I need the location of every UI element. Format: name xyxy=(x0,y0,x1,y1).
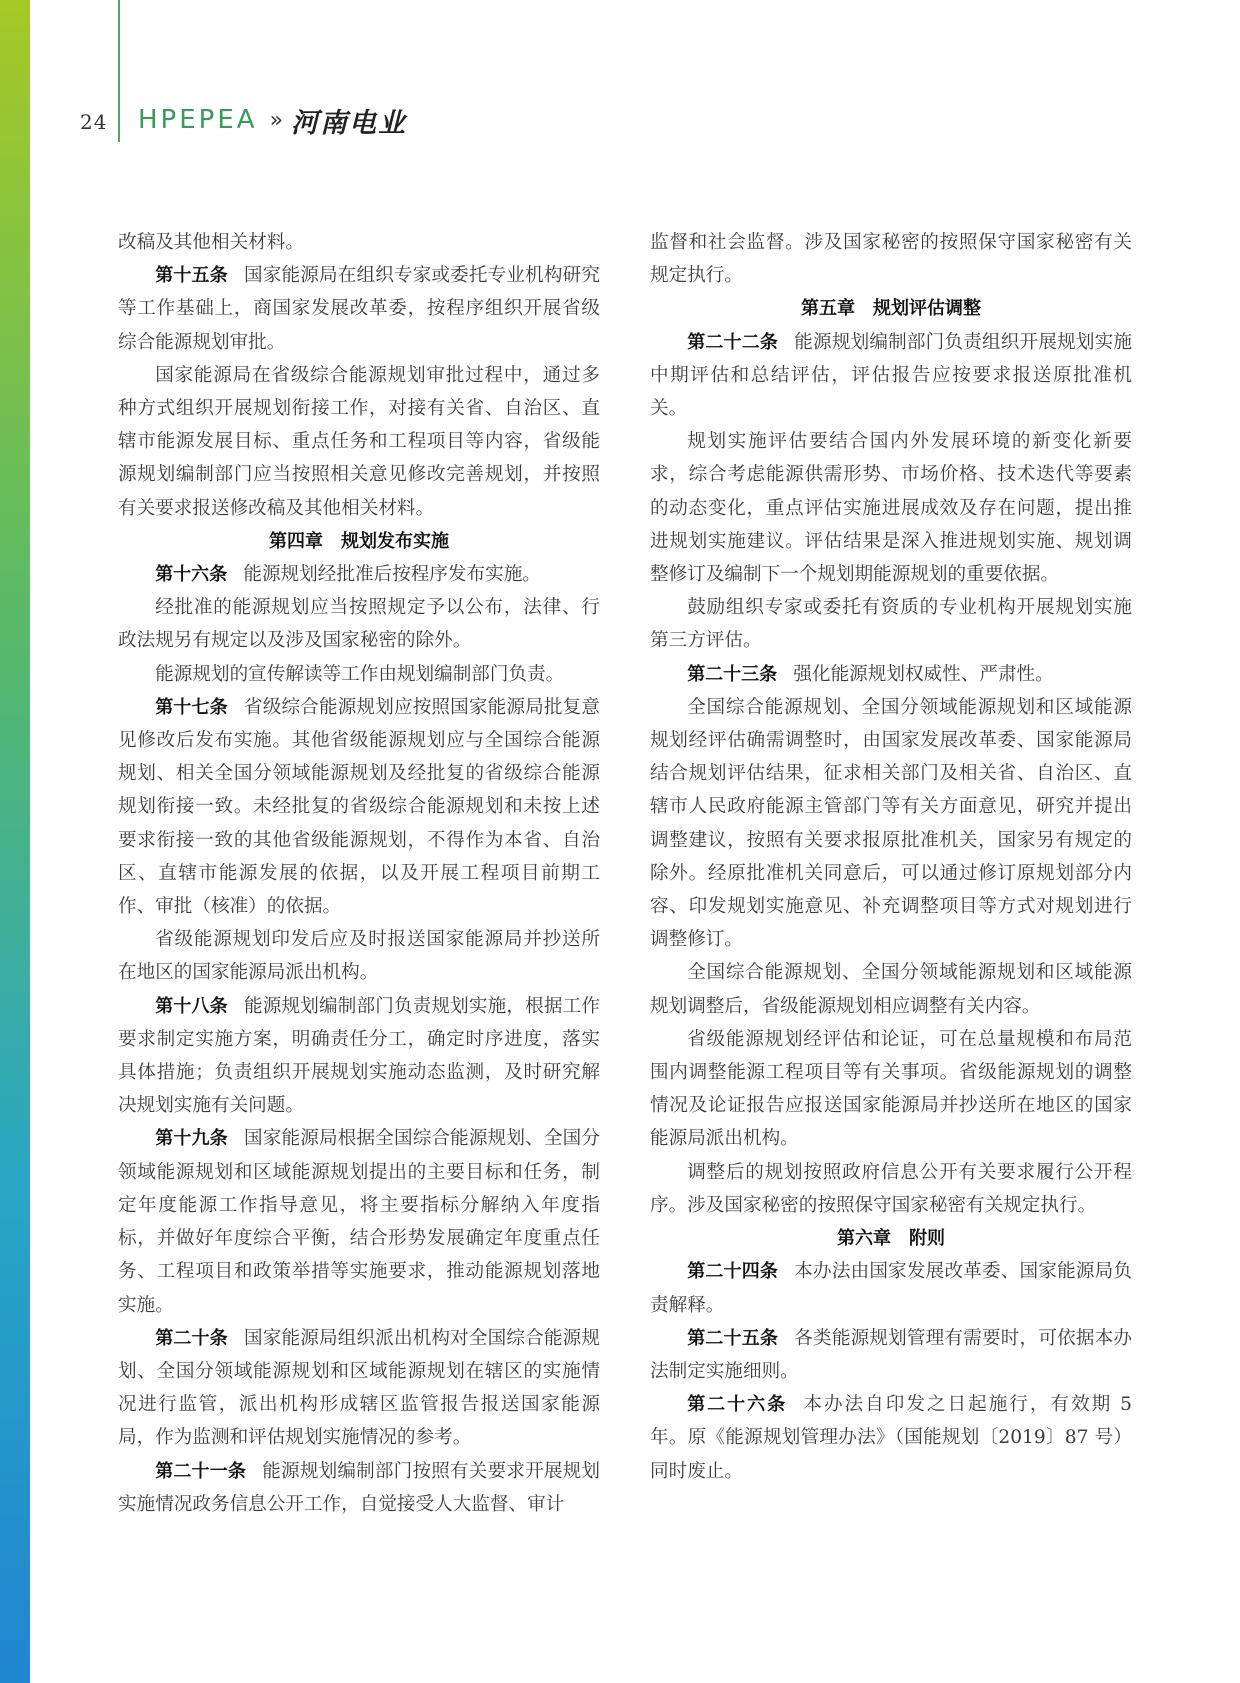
article-text: 本办法自印发之日起施行，有效期 5 年。原《能源规划管理办法》（国能规划〔2019〕87 号）同时废止。 xyxy=(650,1394,1132,1482)
article-paragraph xyxy=(118,1122,600,1321)
article-text: 国家能源局根据全国综合能源规划、全国分领域能源规划和区域能源规划提出的主要目标和任务，制定年度能源工作指导意见，将主要指标分解纳入年度指标，并做好年度综合平衡，结合形势发展确定年度重点任务、工程项目和政策举措等实施要求，推动能源规划落地实施。 xyxy=(118,1128,600,1316)
article-text: 能源规划编制部门负责规划实施，根据工作要求制定实施方案，明确责任分工，确定时序进度，落实具体措施；负责组织开展规划实施动态监测，及时研究解决规划实施有关问题。 xyxy=(118,995,600,1117)
article-text: 能源规划经批准后按程序发布实施。 xyxy=(243,564,541,586)
article-paragraph xyxy=(650,658,1132,691)
side-color-bar xyxy=(0,0,30,1683)
brand-chinese-text: 河南电业 xyxy=(291,107,408,139)
body-paragraph: 经批准的能源规划应当按照规定予以公布，法律、行政法规另有规定以及涉及国家秘密的除外。 xyxy=(118,597,600,652)
body-paragraph: 全国综合能源规划、全国分领域能源规划和区域能源规划调整后，省级能源规划相应调整有关内容。 xyxy=(650,962,1132,1017)
article-label: 第十六条 xyxy=(155,564,228,586)
article-label: 第二十一条 xyxy=(155,1460,247,1482)
article-paragraph xyxy=(118,558,600,591)
header-divider xyxy=(118,0,120,142)
article-text: 能源规划编制部门按照有关要求开展规划实施情况政务信息公开工作，自觉接受人大监督、审计 xyxy=(118,1460,601,1515)
article-paragraph xyxy=(118,1455,600,1521)
article-paragraph xyxy=(118,1322,600,1455)
article-label: 第二十五条 xyxy=(687,1327,779,1349)
article-paragraph xyxy=(650,326,1132,426)
article-paragraph xyxy=(118,990,600,1123)
article-label: 第二十条 xyxy=(155,1327,228,1349)
article-label: 第十五条 xyxy=(155,265,228,287)
brand-separator: » xyxy=(269,107,284,133)
article-text: 国家能源局在组织专家或委托专业机构研究等工作基础上，商国家发展改革委，按程序组织开展省级综合能源规划审批。 xyxy=(118,265,600,353)
article-paragraph xyxy=(650,1388,1132,1488)
body-paragraph: 省级能源规划印发后应及时报送国家能源局并抄送所在地区的国家能源局派出机构。 xyxy=(118,929,600,984)
article-label: 第十八条 xyxy=(155,995,228,1017)
article-text: 各类能源规划管理有需要时，可依据本办法制定实施细则。 xyxy=(650,1327,1133,1382)
article-text: 能源规划编制部门负责组织开展规划实施中期评估和总结评估，评估报告应按要求报送原批准机关。 xyxy=(650,331,1133,420)
chapter-heading: 第五章 规划评估调整 xyxy=(801,298,981,320)
article-label: 第二十二条 xyxy=(687,331,779,353)
article-label: 第二十三条 xyxy=(687,663,778,685)
article-label: 第二十四条 xyxy=(687,1261,779,1283)
body-paragraph: 国家能源局在省级综合能源规划审批过程中，通过多种方式组织开展规划衔接工作，对接有关省、自治区、直辖市能源发展目标、重点任务和工程项目等内容，省级能源规划编制部门应当按照相关意见修改完善规划，并按照有关要求报送修改稿及其他相关材料。 xyxy=(118,364,600,519)
magazine-logo xyxy=(138,100,407,140)
article-label: 第十九条 xyxy=(155,1128,228,1150)
brand-latin-text: HΡΕΡΕΑ xyxy=(138,105,258,135)
article-text: 本办法由国家发展改革委、国家能源局负责解释。 xyxy=(650,1261,1133,1316)
left-text-column xyxy=(118,226,600,1521)
body-paragraph: 全国综合能源规划、全国分领域能源规划和区域能源规划经评估确需调整时，由国家发展改革委、国家能源局结合规划评估结果，征求相关部门及相关省、自治区、直辖市人民政府能源主管部门等有关方面意见，研究并提出调整建议，按照有关要求报原批准机关，国家另有规定的除外。经原批准机关同意后，可以通过修订原规划部分内容、印发规划实施意见、补充调整项目等方式对规划进行调整修订。 xyxy=(650,696,1132,951)
chapter-heading: 第四章 规划发布实施 xyxy=(269,530,449,552)
article-paragraph xyxy=(650,1322,1132,1388)
right-text-column xyxy=(650,226,1132,1488)
article-text: 国家能源局组织派出机构对全国综合能源规划、全国分领域能源规划和区域能源规划在辖区的实施情况进行监管，派出机构形成辖区监管报告报送国家能源局，作为监测和评估规划实施情况的参考。 xyxy=(118,1327,600,1449)
body-paragraph: 规划实施评估要结合国内外发展环境的新变化新要求，综合考虑能源供需形势、市场价格、技术迭代等要素的动态变化，重点评估实施进展成效及存在问题，提出推进规划实施建议。评估结果是深入推进规划实施、规划调整修订及编制下一个规划期能源规划的重要依据。 xyxy=(650,431,1132,586)
body-paragraph: 省级能源规划经评估和论证，可在总量规模和布局范围内调整能源工程项目等有关事项。省级能源规划的调整情况及论证报告应报送国家能源局并抄送所在地区的国家能源局派出机构。 xyxy=(650,1028,1132,1150)
article-text: 强化能源规划权威性、严肃性。 xyxy=(793,663,1054,685)
article-paragraph xyxy=(650,1255,1132,1321)
article-paragraph xyxy=(118,691,600,923)
article-label: 第二十六条 xyxy=(687,1394,788,1416)
article-label: 第十七条 xyxy=(155,696,228,718)
continued-paragraph: 监督和社会监督。涉及国家秘密的按照保守国家秘密有关规定执行。 xyxy=(650,232,1132,287)
article-text: 省级综合能源规划应按照国家能源局批复意见修改后发布实施。其他省级能源规划应与全国综合能源规划、相关全国分领域能源规划及经批复的省级综合能源规划衔接一致。未经批复的省级综合能源规划和未按上述要求衔接一致的其他省级能源规划，不得作为本省、自治区、直辖市能源发展的依据，以及开展工程项目前期工作、审批（核准）的依据。 xyxy=(118,696,600,918)
body-paragraph: 能源规划的宣传解读等工作由规划编制部门负责。 xyxy=(155,663,565,685)
body-paragraph: 鼓励组织专家或委托有资质的专业机构开展规划实施第三方评估。 xyxy=(650,597,1132,652)
body-paragraph: 调整后的规划按照政府信息公开有关要求履行公开程序。涉及国家秘密的按照保守国家秘密有关规定执行。 xyxy=(650,1161,1132,1216)
continued-paragraph: 改稿及其他相关材料。 xyxy=(118,232,304,253)
page-number: 24 xyxy=(80,110,108,134)
article-paragraph xyxy=(118,259,600,359)
chapter-heading: 第六章 附则 xyxy=(837,1228,945,1250)
